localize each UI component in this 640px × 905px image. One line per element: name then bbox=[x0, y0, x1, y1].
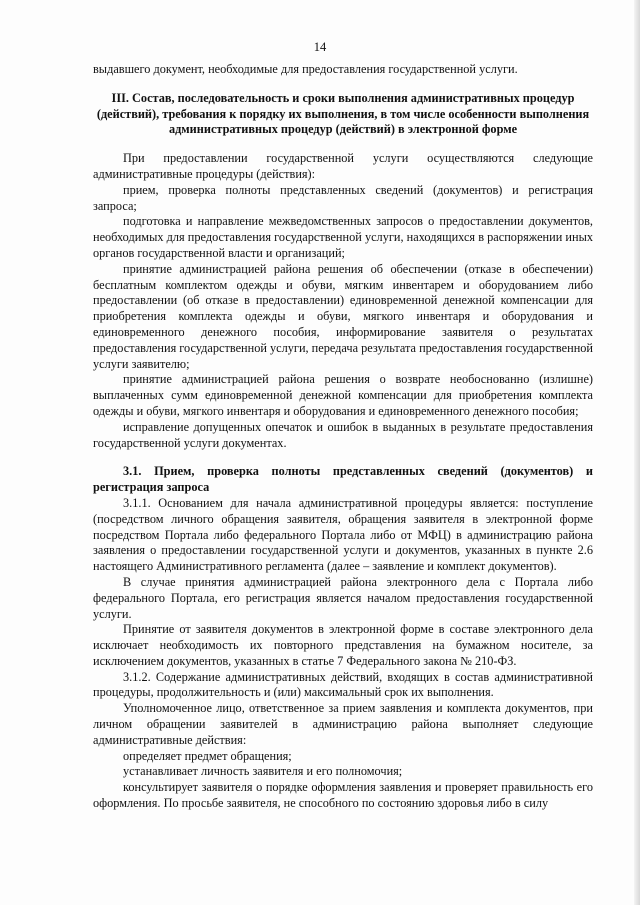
paragraph-a-3: принятие администрацией района решения об обеспечении (отказе в обеспечении) бесплатным комплектом одежды и обуви, мягким инвентарем и оборудованием либо предоставлении (об отказе в предоставлении) единовременной денежной компенсации для приобретения комплекта одежды и обуви, мягкого инвентаря и оборудования и единовременного денежного пособия, информирование заявителя о результатах предоставления государственной услуги, передача результата предоставления государственной услуги заявителю; bbox=[93, 261, 594, 371]
intro-line: выдавшего документ, необходимые для предоставления государственной услуги. bbox=[93, 62, 518, 76]
paragraph-b-2: Принятие от заявителя документов в электронной форме в составе электронного дела исключает необходимость их повторного представления на бумажном носителе, за исключением документов, указанных в статье 7 Федерального закона № 210-ФЗ. bbox=[93, 622, 593, 668]
paragraph-b-1: В случае принятия администрацией района электронного дела с Портала либо федерального Портала, его регистрация является началом предоставления государственной услуги. bbox=[93, 574, 593, 621]
page-number: 14 bbox=[313, 40, 327, 54]
page-edge-shadow bbox=[634, 0, 640, 905]
document-body bbox=[93, 62, 593, 812]
paragraph-a-2: подготовка и направление межведомственных запросов о предоставлении документов, необходимых для предоставления государственной услуги, находящихся в распоряжении иных органов государственной власти и организаций; bbox=[93, 214, 593, 260]
subsection-title: 3.1. Прием, проверка полноты представленных сведений (документов) и регистрация запроса bbox=[93, 464, 593, 495]
paragraph-b-5: определяет предмет обращения; bbox=[123, 748, 292, 763]
paragraph-b-3: 3.1.2. Содержание административных действий, входящих в состав административной процедуры, продолжительность и (или) максимальный срок их выполнения. bbox=[93, 669, 593, 700]
section-title: III. Состав, последовательность и сроки выполнения административных процедур (действий), требования к порядку их выполнения, в том числе особенности выполнения административных процедур (действий) в электронной форме bbox=[96, 90, 590, 137]
paragraph-a-0: При предоставлении государственной услуги осуществляются следующие административные процедуры (действия): bbox=[93, 151, 593, 181]
paragraph-b-7: консультирует заявителя о порядке оформления заявления и проверяет правильность его оформления. По просьбе заявителя, не способного по состоянию здоровья либо в силу bbox=[93, 780, 593, 811]
paragraph-b-6: устанавливает личность заявителя и его полномочия; bbox=[123, 764, 403, 779]
paragraph-a-4: принятие администрацией района решения о возврате необоснованно (излишне) выплаченных сумм единовременной денежной компенсации для приобретения комплекта одежды и обуви, мягкого инвентаря и оборудования и единовременного денежного пособия; bbox=[93, 372, 593, 418]
paragraph-a-5: исправление допущенных опечаток и ошибок в выданных в результате предоставления государственной услуги документах. bbox=[93, 419, 593, 450]
paragraph-b-4: Уполномоченное лицо, ответственное за прием заявления и комплекта документов, при личном обращении заявителей в администрацию района выполняет следующие административные действия: bbox=[93, 701, 593, 747]
paragraph-b-0: 3.1.1. Основанием для начала административной процедуры является: поступление (посредством личного обращения заявителя, обращения заявителя в электронной форме посредством Портала либо федерального Портала либо от МФЦ) в администрацию района заявления о предоставлении государственной услуги и документов, указанных в пункте 2.6 настоящего Административного регламента (далее – заявление и комплект документов). bbox=[93, 495, 593, 574]
paragraph-a-1: прием, проверка полноты представленных сведений (документов) и регистрация запроса; bbox=[93, 182, 593, 213]
